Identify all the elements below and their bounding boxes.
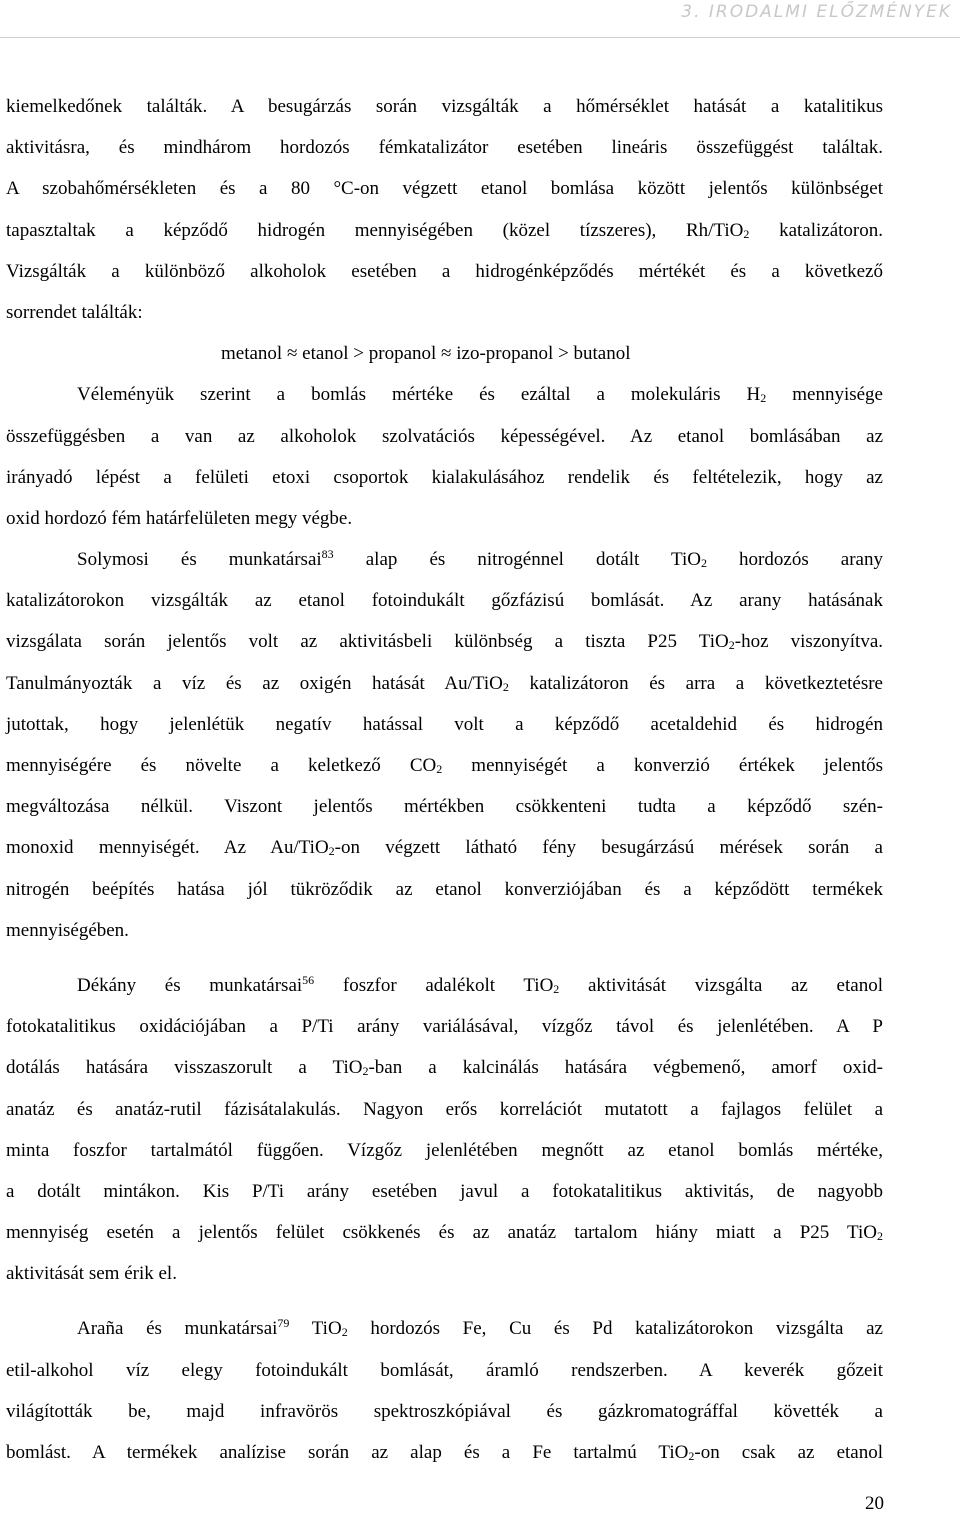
text-line: mennyiségében.: [6, 919, 129, 941]
text-line: a dotált mintákon. Kis P/Ti arány esetében javul a fotokatalitikus aktivitás, de nagyobb: [6, 1180, 883, 1202]
text-line: sorrendet találták:: [6, 301, 143, 323]
text-line: összefüggésben a van az alkoholok szolvatációs képességével. Az etanol bomlásában az: [6, 425, 883, 447]
text-line: vizsgálata során jelentős volt az aktivitásbeli különbség a tiszta P25 TiO$_2$-hoz viszonyítva.: [6, 631, 884, 653]
text-line: aktivitását sem érik el.: [6, 1263, 177, 1285]
text-line: monoxid mennyiségét. Az Au/TiO$_2$-on végzett látható fény besugárzású mérések során a: [6, 837, 883, 859]
text-line: mennyiség esetén a jelentős felület csökkenés és az anatáz tartalom hiány miatt a P25 TiO$_2$: [6, 1222, 883, 1244]
text-line: dotálás hatására visszaszorult a TiO$_2$-ban a kalcinálás hatására végbemenő, amorf oxid-: [6, 1057, 883, 1079]
header-rule: [0, 37, 960, 38]
body-text: [6, 86, 883, 1473]
text-line: etil-alkohol víz elegy fotoindukált bomlását, áramló rendszerben. A keverék gőzeit: [6, 1359, 883, 1381]
running-header: 3. IRODALMI ELŐZMÉNYEK: [681, 2, 952, 22]
alcohol-order-equation: metanol ≈ etanol > propanol ≈ izo-propanol > butanol: [221, 343, 631, 365]
citation-83: 83: [321, 547, 334, 562]
text-line: bomlást. A termékek analízise során az alap és a Fe tartalmú TiO$_2$-on csak az etanol: [6, 1442, 883, 1463]
text-line: Solymosi és munkatársai$^{83}$ alap és nitrogénnel dotált TiO$_2$ hordozós arany: [77, 547, 883, 571]
text-line: Dékány és munkatársai$^{56}$ foszfor adalékolt TiO$_2$ aktivitását vizsgálta az etanol: [77, 972, 883, 996]
text-line: fotokatalitikus oxidációjában a P/Ti arány variálásával, vízgőz távol és jelenlétében. A P: [6, 1016, 883, 1038]
text-line: aktivitásra, és mindhárom hordozós fémkatalizátor esetében lineáris összefüggést találtak.: [6, 137, 883, 159]
text-line: világították be, majd infravörös spektroszkópiával és gázkromatográffal követték a: [6, 1400, 883, 1422]
text-line: kiemelkedőnek találták. A besugárzás során vizsgálták a hőmérséklet hatását a katalitikus: [6, 96, 883, 117]
text-line: Araña és munkatársai$^{79}$ TiO$_2$ hordozós Fe, Cu és Pd katalizátorokon vizsgálta az: [77, 1316, 883, 1340]
text-line: katalizátorokon vizsgálták az etanol fotoindukált gőzfázisú bomlását. Az arany hatásának: [6, 590, 883, 612]
citation-79: 79: [277, 1316, 290, 1331]
text-line: irányadó lépést a felületi etoxi csoportok kialakulásához rendelik és feltételezik, hogy az: [6, 466, 883, 488]
citation-56: 56: [302, 972, 315, 987]
text-line: oxid hordozó fém határfelületen megy végbe.: [6, 507, 353, 529]
text-line: nitrogén beépítés hatása jól tükröződik az etanol konverziójában és a képződött termékek: [6, 878, 883, 900]
text-line: megváltozása nélkül. Viszont jelentős mértékben csökkenteni tudta a képződő szén-: [6, 796, 883, 818]
text-line: anatáz és anatáz-rutil fázisátalakulás. Nagyon erős korrelációt mutatott a fajlagos felület a: [6, 1098, 883, 1120]
text-line: minta foszfor tartalmától függően. Vízgőz jelenlétében megnőtt az etanol bomlás mértéke,: [6, 1139, 883, 1161]
text-line: A szobahőmérsékleten és a 80 °C-on végzett etanol bomlása között jelentős különbséget: [6, 178, 883, 200]
text-line: Véleményük szerint a bomlás mértéke és ezáltal a molekuláris $H_2$ mennyisége: [77, 384, 883, 406]
text-line: tapasztaltak a képződő hidrogén mennyiségében (közel tízszeres), Rh/TiO$_2$ katalizátoron.: [6, 219, 883, 241]
text-line: jutottak, hogy jelenlétük negatív hatással volt a képződő acetaldehid és hidrogén: [6, 713, 883, 735]
text-line: Tanulmányozták a víz és az oxigén hatását Au/TiO$_2$ katalizátoron és arra a következtetésre: [6, 672, 883, 694]
text-line: Vizsgálták a különböző alkoholok esetében a hidrogénképződés mértékét és a következő: [6, 260, 883, 282]
text-line: mennyiségére és növelte a keletkező $CO_2$ mennyiségét a konverzió értékek jelentős: [6, 755, 883, 776]
page-number: 20: [865, 1493, 884, 1514]
